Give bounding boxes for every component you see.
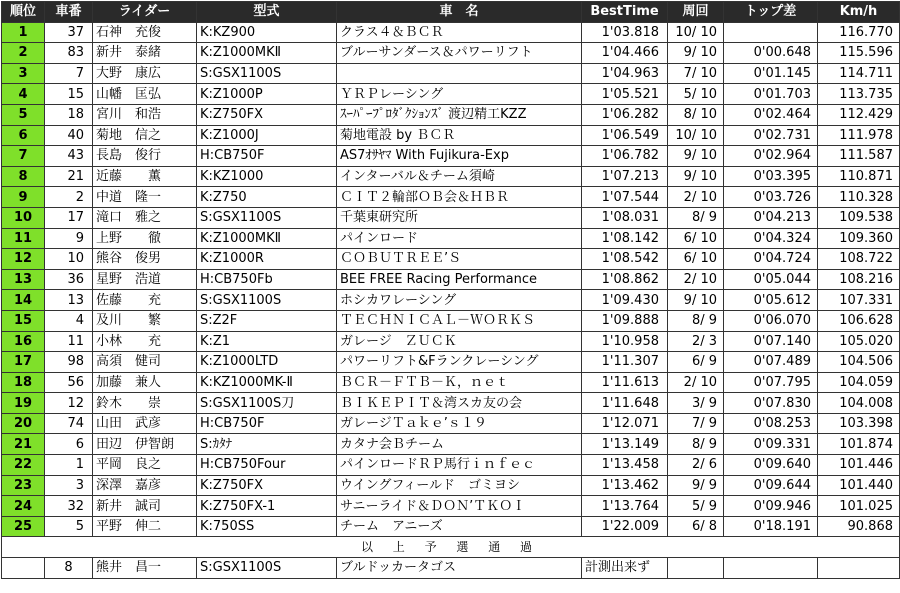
rider-cell: 深澤 嘉彦 xyxy=(93,475,197,496)
number-cell: 8 xyxy=(45,558,93,579)
besttime-cell: 1'22.009 xyxy=(582,516,668,537)
besttime-cell: 1'06.782 xyxy=(582,146,668,167)
header-team: 車 名 xyxy=(337,2,582,23)
header-row xyxy=(2,2,900,23)
model-cell: S:ｶﾀﾅ xyxy=(197,434,337,455)
qualified-separator: 以 上 予 選 通 過 xyxy=(2,537,900,558)
laps-cell: 7/ 9 xyxy=(668,413,724,434)
speed-cell: 101.446 xyxy=(818,455,900,476)
rider-cell: 田辺 伊智朗 xyxy=(93,434,197,455)
team-cell: ガレージ ＺＵＣＫ xyxy=(337,331,582,352)
speed-cell: 106.628 xyxy=(818,310,900,331)
rider-cell: 新井 泰緒 xyxy=(93,43,197,64)
model-cell: K:KZ900 xyxy=(197,22,337,43)
model-cell: K:750SS xyxy=(197,516,337,537)
gap-cell: 0'09.644 xyxy=(724,475,818,496)
rank-cell: 19 xyxy=(2,393,45,414)
laps-cell: 9/ 10 xyxy=(668,43,724,64)
team-cell: AS7ｵｻﾔﾏ With Fujikura-Exp xyxy=(337,146,582,167)
model-cell: S:GSX1100S刀 xyxy=(197,393,337,414)
gap-cell: 0'04.724 xyxy=(724,249,818,270)
rider-cell: 佐藤 充 xyxy=(93,290,197,311)
team-cell: ガレージＴａｋｅ’ｓ１９ xyxy=(337,413,582,434)
table-row xyxy=(2,352,900,373)
model-cell: H:CB750F xyxy=(197,146,337,167)
number-cell: 98 xyxy=(45,352,93,373)
rider-cell: 宮川 和浩 xyxy=(93,104,197,125)
laps-cell: 10/ 10 xyxy=(668,125,724,146)
model-cell: S:GSX1100S xyxy=(197,207,337,228)
gap-cell: 0'01.703 xyxy=(724,84,818,105)
besttime-cell: 1'04.963 xyxy=(582,63,668,84)
team-cell: 千葉東研究所 xyxy=(337,207,582,228)
table-row xyxy=(2,125,900,146)
table-row xyxy=(2,269,900,290)
team-cell: ブルーサンダース＆パワーリフト xyxy=(337,43,582,64)
besttime-cell: 1'09.430 xyxy=(582,290,668,311)
speed-cell: 113.735 xyxy=(818,84,900,105)
number-cell: 43 xyxy=(45,146,93,167)
rank-cell: 21 xyxy=(2,434,45,455)
rider-cell: 及川 繁 xyxy=(93,310,197,331)
number-cell: 11 xyxy=(45,331,93,352)
gap-cell: 0'02.731 xyxy=(724,125,818,146)
rank-cell: 14 xyxy=(2,290,45,311)
team-cell: ＣＯＢＵＴＲＥＥ’Ｓ xyxy=(337,249,582,270)
rank-cell: 16 xyxy=(2,331,45,352)
besttime-cell: 1'13.462 xyxy=(582,475,668,496)
number-cell: 12 xyxy=(45,393,93,414)
laps-cell: 10/ 10 xyxy=(668,22,724,43)
table-row xyxy=(2,22,900,43)
model-cell: H:CB750Four xyxy=(197,455,337,476)
gap-cell xyxy=(724,22,818,43)
gap-cell: 0'04.213 xyxy=(724,207,818,228)
besttime-cell: 1'13.458 xyxy=(582,455,668,476)
besttime-cell: 1'08.862 xyxy=(582,269,668,290)
model-cell: K:Z1000LTD xyxy=(197,352,337,373)
rank-cell xyxy=(2,558,45,579)
rider-cell: 熊井 昌一 xyxy=(93,558,197,579)
model-cell: K:Z750FX-1 xyxy=(197,496,337,517)
besttime-cell: 1'08.542 xyxy=(582,249,668,270)
team-cell: ＣＩＴ２輪部ＯＢ会＆ＨＢＲ xyxy=(337,187,582,208)
laps-cell: 2/ 10 xyxy=(668,372,724,393)
speed-cell: 112.429 xyxy=(818,104,900,125)
team-cell: ブルドッカータゴス xyxy=(337,558,582,579)
team-cell: BEE FREE Racing Performance xyxy=(337,269,582,290)
number-cell: 83 xyxy=(45,43,93,64)
laps-cell: 5/ 10 xyxy=(668,84,724,105)
speed-cell: 104.506 xyxy=(818,352,900,373)
rider-cell: 菊地 信之 xyxy=(93,125,197,146)
rider-cell: 近藤 薫 xyxy=(93,166,197,187)
gap-cell: 0'03.726 xyxy=(724,187,818,208)
speed-cell xyxy=(818,558,900,579)
model-cell: K:Z1000J xyxy=(197,125,337,146)
header-model: 型式 xyxy=(197,2,337,23)
speed-cell: 111.587 xyxy=(818,146,900,167)
rider-cell: 高須 健司 xyxy=(93,352,197,373)
besttime-cell: 1'08.031 xyxy=(582,207,668,228)
model-cell: H:CB750Fb xyxy=(197,269,337,290)
gap-cell: 0'07.830 xyxy=(724,393,818,414)
team-cell: クラス４＆ＢＣＲ xyxy=(337,22,582,43)
rank-cell: 13 xyxy=(2,269,45,290)
rider-cell: 星野 浩道 xyxy=(93,269,197,290)
table-row xyxy=(2,249,900,270)
besttime-cell: 1'05.521 xyxy=(582,84,668,105)
laps-cell: 8/ 10 xyxy=(668,104,724,125)
number-cell: 74 xyxy=(45,413,93,434)
model-cell: S:GSX1100S xyxy=(197,63,337,84)
table-row xyxy=(2,372,900,393)
number-cell: 13 xyxy=(45,290,93,311)
rider-cell: 鈴木 崇 xyxy=(93,393,197,414)
rank-cell: 8 xyxy=(2,166,45,187)
team-cell: パインロードＲＰ馬行ｉｎｆｅｃ xyxy=(337,455,582,476)
rider-cell: 山幡 匡弘 xyxy=(93,84,197,105)
number-cell: 9 xyxy=(45,228,93,249)
speed-cell: 101.874 xyxy=(818,434,900,455)
rider-cell: 山田 武彦 xyxy=(93,413,197,434)
rider-cell: 加藤 兼人 xyxy=(93,372,197,393)
table-row xyxy=(2,496,900,517)
model-cell: S:GSX1100S xyxy=(197,558,337,579)
team-cell xyxy=(337,63,582,84)
laps-cell xyxy=(668,558,724,579)
table-row xyxy=(2,455,900,476)
header-number: 車番 xyxy=(45,2,93,23)
gap-cell: 0'04.324 xyxy=(724,228,818,249)
number-cell: 5 xyxy=(45,516,93,537)
number-cell: 15 xyxy=(45,84,93,105)
speed-cell: 109.360 xyxy=(818,228,900,249)
model-cell: K:Z1 xyxy=(197,331,337,352)
besttime-cell: 1'07.544 xyxy=(582,187,668,208)
rider-cell: 小林 充 xyxy=(93,331,197,352)
gap-cell: 0'00.648 xyxy=(724,43,818,64)
team-cell: ＴＥＣＨＮＩＣＡＬ－ＷＯＲＫＳ xyxy=(337,310,582,331)
team-cell: ＢＩＫＥＰＩＴ＆湾スカ友の会 xyxy=(337,393,582,414)
rank-cell: 24 xyxy=(2,496,45,517)
rider-cell: 平岡 良之 xyxy=(93,455,197,476)
rank-cell: 22 xyxy=(2,455,45,476)
speed-cell: 108.722 xyxy=(818,249,900,270)
header-gap: トップ差 xyxy=(724,2,818,23)
table-row xyxy=(2,413,900,434)
speed-cell: 115.596 xyxy=(818,43,900,64)
rank-cell: 18 xyxy=(2,372,45,393)
laps-cell: 9/ 10 xyxy=(668,290,724,311)
team-cell: チーム アニーズ xyxy=(337,516,582,537)
rider-cell: 上野 徹 xyxy=(93,228,197,249)
laps-cell: 8/ 9 xyxy=(668,310,724,331)
number-cell: 2 xyxy=(45,187,93,208)
gap-cell: 0'05.612 xyxy=(724,290,818,311)
team-cell: カタナ会Ｂチーム xyxy=(337,434,582,455)
besttime-cell: 計測出来ず xyxy=(582,558,668,579)
rider-cell: 石神 充俊 xyxy=(93,22,197,43)
besttime-cell: 1'12.071 xyxy=(582,413,668,434)
team-cell: パワーリフト&Fランクレーシング xyxy=(337,352,582,373)
gap-cell: 0'09.946 xyxy=(724,496,818,517)
rider-cell: 平野 伸二 xyxy=(93,516,197,537)
rank-cell: 11 xyxy=(2,228,45,249)
gap-cell xyxy=(724,558,818,579)
besttime-cell: 1'13.149 xyxy=(582,434,668,455)
number-cell: 4 xyxy=(45,310,93,331)
speed-cell: 110.871 xyxy=(818,166,900,187)
model-cell: K:Z750 xyxy=(197,187,337,208)
laps-cell: 9/ 10 xyxy=(668,146,724,167)
number-cell: 21 xyxy=(45,166,93,187)
rider-cell: 熊谷 俊男 xyxy=(93,249,197,270)
team-cell: ホシカワレーシング xyxy=(337,290,582,311)
team-cell: パインロード xyxy=(337,228,582,249)
separator-row xyxy=(2,537,900,558)
table-row xyxy=(2,43,900,64)
rider-cell: 大野 康広 xyxy=(93,63,197,84)
table-row xyxy=(2,475,900,496)
laps-cell: 8/ 9 xyxy=(668,434,724,455)
rank-cell: 9 xyxy=(2,187,45,208)
number-cell: 6 xyxy=(45,434,93,455)
number-cell: 17 xyxy=(45,207,93,228)
speed-cell: 104.059 xyxy=(818,372,900,393)
model-cell: K:KZ1000MK-Ⅱ xyxy=(197,372,337,393)
model-cell: K:Z1000MKⅡ xyxy=(197,43,337,64)
table-row xyxy=(2,104,900,125)
laps-cell: 8/ 9 xyxy=(668,207,724,228)
besttime-cell: 1'07.213 xyxy=(582,166,668,187)
gap-cell: 0'07.795 xyxy=(724,372,818,393)
header-rank: 順位 xyxy=(2,2,45,23)
model-cell: K:KZ1000 xyxy=(197,166,337,187)
gap-cell: 0'06.070 xyxy=(724,310,818,331)
gap-cell: 0'02.464 xyxy=(724,104,818,125)
speed-cell: 104.008 xyxy=(818,393,900,414)
gap-cell: 0'01.145 xyxy=(724,63,818,84)
besttime-cell: 1'04.466 xyxy=(582,43,668,64)
model-cell: S:GSX1100S xyxy=(197,290,337,311)
model-cell: K:Z750FX xyxy=(197,104,337,125)
speed-cell: 111.978 xyxy=(818,125,900,146)
team-cell: サニーライド＆ＤＯＮ’ＴＫＯＩ xyxy=(337,496,582,517)
rank-cell: 3 xyxy=(2,63,45,84)
gap-cell: 0'07.140 xyxy=(724,331,818,352)
header-besttime: BestTime xyxy=(582,2,668,23)
gap-cell: 0'09.331 xyxy=(724,434,818,455)
laps-cell: 9/ 9 xyxy=(668,475,724,496)
table-row xyxy=(2,228,900,249)
number-cell: 3 xyxy=(45,475,93,496)
gap-cell: 0'07.489 xyxy=(724,352,818,373)
speed-cell: 101.025 xyxy=(818,496,900,517)
besttime-cell: 1'08.142 xyxy=(582,228,668,249)
rank-cell: 1 xyxy=(2,22,45,43)
team-cell: ウイングフィールド ゴミヨシ xyxy=(337,475,582,496)
table-body xyxy=(2,22,900,578)
team-cell: ＢＣＲ－ＦＴＢ－Ｋ，ｎｅｔ xyxy=(337,372,582,393)
laps-cell: 2/ 10 xyxy=(668,269,724,290)
table-row xyxy=(2,207,900,228)
table-row xyxy=(2,187,900,208)
gap-cell: 0'08.253 xyxy=(724,413,818,434)
header-rider: ライダー xyxy=(93,2,197,23)
rank-cell: 12 xyxy=(2,249,45,270)
speed-cell: 108.216 xyxy=(818,269,900,290)
besttime-cell: 1'11.648 xyxy=(582,393,668,414)
table-row xyxy=(2,434,900,455)
speed-cell: 107.331 xyxy=(818,290,900,311)
laps-cell: 6/ 10 xyxy=(668,249,724,270)
non-qualifier-row xyxy=(2,558,900,579)
rank-cell: 20 xyxy=(2,413,45,434)
speed-cell: 101.440 xyxy=(818,475,900,496)
gap-cell: 0'18.191 xyxy=(724,516,818,537)
rank-cell: 15 xyxy=(2,310,45,331)
rank-cell: 7 xyxy=(2,146,45,167)
header-speed: Km/h xyxy=(818,2,900,23)
team-cell: 菊地電設 by ＢＣＲ xyxy=(337,125,582,146)
laps-cell: 6/ 8 xyxy=(668,516,724,537)
table-row xyxy=(2,166,900,187)
besttime-cell: 1'11.613 xyxy=(582,372,668,393)
gap-cell: 0'03.395 xyxy=(724,166,818,187)
rider-cell: 中道 隆一 xyxy=(93,187,197,208)
besttime-cell: 1'06.549 xyxy=(582,125,668,146)
model-cell: K:Z1000P xyxy=(197,84,337,105)
number-cell: 18 xyxy=(45,104,93,125)
table-row xyxy=(2,516,900,537)
speed-cell: 103.398 xyxy=(818,413,900,434)
laps-cell: 2/ 3 xyxy=(668,331,724,352)
table-row xyxy=(2,331,900,352)
number-cell: 7 xyxy=(45,63,93,84)
speed-cell: 114.711 xyxy=(818,63,900,84)
number-cell: 10 xyxy=(45,249,93,270)
model-cell: K:Z750FX xyxy=(197,475,337,496)
gap-cell: 0'09.640 xyxy=(724,455,818,476)
team-cell: ｽｰﾊﾟｰﾌﾟﾛﾀﾞｸｼｮﾝｽﾞ 渡辺精工KZZ xyxy=(337,104,582,125)
model-cell: H:CB750F xyxy=(197,413,337,434)
number-cell: 56 xyxy=(45,372,93,393)
number-cell: 32 xyxy=(45,496,93,517)
gap-cell: 0'02.964 xyxy=(724,146,818,167)
rider-cell: 滝口 雅之 xyxy=(93,207,197,228)
rank-cell: 6 xyxy=(2,125,45,146)
number-cell: 37 xyxy=(45,22,93,43)
table-header xyxy=(2,2,900,23)
speed-cell: 109.538 xyxy=(818,207,900,228)
header-laps: 周回 xyxy=(668,2,724,23)
speed-cell: 105.020 xyxy=(818,331,900,352)
laps-cell: 6/ 9 xyxy=(668,352,724,373)
qualifying-results-table xyxy=(1,1,900,579)
gap-cell: 0'05.044 xyxy=(724,269,818,290)
rider-cell: 長島 俊行 xyxy=(93,146,197,167)
laps-cell: 5/ 9 xyxy=(668,496,724,517)
table-row xyxy=(2,310,900,331)
number-cell: 1 xyxy=(45,455,93,476)
rank-cell: 5 xyxy=(2,104,45,125)
besttime-cell: 1'03.818 xyxy=(582,22,668,43)
team-cell: インターバル＆チーム須崎 xyxy=(337,166,582,187)
model-cell: K:Z1000R xyxy=(197,249,337,270)
table-row xyxy=(2,290,900,311)
laps-cell: 7/ 10 xyxy=(668,63,724,84)
number-cell: 36 xyxy=(45,269,93,290)
rank-cell: 17 xyxy=(2,352,45,373)
laps-cell: 6/ 10 xyxy=(668,228,724,249)
rider-cell: 新井 誠司 xyxy=(93,496,197,517)
rank-cell: 4 xyxy=(2,84,45,105)
besttime-cell: 1'06.282 xyxy=(582,104,668,125)
laps-cell: 3/ 9 xyxy=(668,393,724,414)
model-cell: S:Z2F xyxy=(197,310,337,331)
table-row xyxy=(2,393,900,414)
rank-cell: 25 xyxy=(2,516,45,537)
table-row xyxy=(2,63,900,84)
number-cell: 40 xyxy=(45,125,93,146)
besttime-cell: 1'10.958 xyxy=(582,331,668,352)
speed-cell: 116.770 xyxy=(818,22,900,43)
besttime-cell: 1'11.307 xyxy=(582,352,668,373)
besttime-cell: 1'13.764 xyxy=(582,496,668,517)
laps-cell: 2/ 10 xyxy=(668,187,724,208)
laps-cell: 9/ 10 xyxy=(668,166,724,187)
laps-cell: 2/ 6 xyxy=(668,455,724,476)
model-cell: K:Z1000MKⅡ xyxy=(197,228,337,249)
rank-cell: 23 xyxy=(2,475,45,496)
rank-cell: 2 xyxy=(2,43,45,64)
table-row xyxy=(2,146,900,167)
speed-cell: 90.868 xyxy=(818,516,900,537)
speed-cell: 110.328 xyxy=(818,187,900,208)
team-cell: ＹＲＰレーシング xyxy=(337,84,582,105)
rank-cell: 10 xyxy=(2,207,45,228)
besttime-cell: 1'09.888 xyxy=(582,310,668,331)
table-row xyxy=(2,84,900,105)
